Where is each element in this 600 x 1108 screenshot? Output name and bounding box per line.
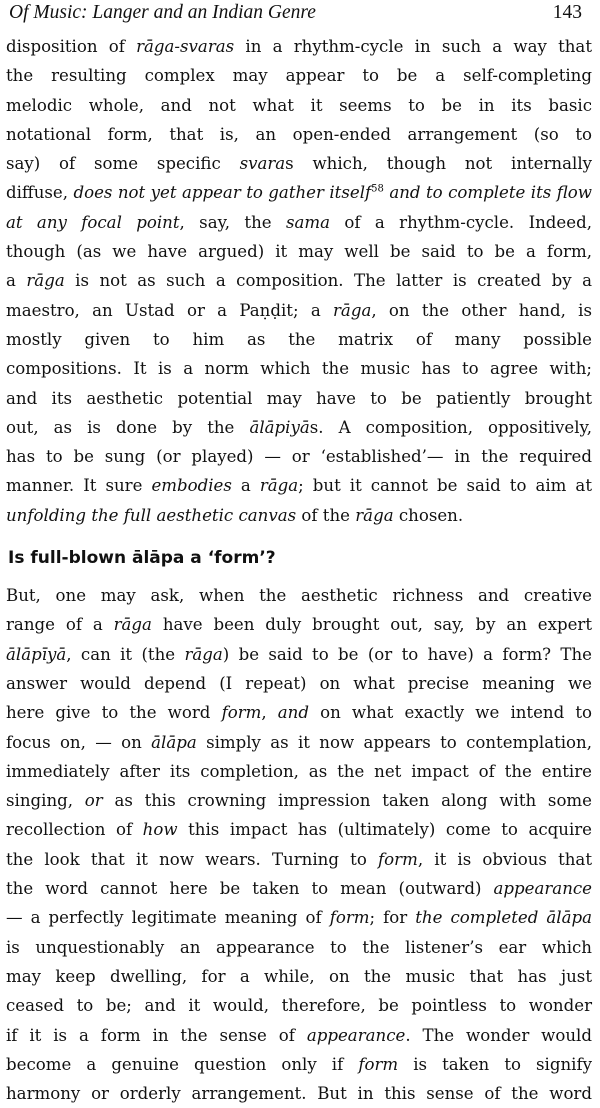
text-line [6,266,592,295]
text-line [6,120,592,149]
text-line [6,610,592,639]
text-segment: in a rhythm-cycle in such a way that [234,37,592,56]
paragraph-full-blown-alapa [6,581,592,1108]
text-segment: rāga [333,300,372,320]
text-segment: ; for [369,908,416,928]
text-segment: range of a [6,615,114,635]
text-line [6,501,592,530]
text-segment: of a rhythm-cycle. Indeed, [330,212,592,232]
text-segment: chosen. [393,505,464,525]
text-segment: s which, though not internally [285,154,592,174]
text-segment: ālāpiyā [249,417,310,437]
text-line [6,874,592,903]
text-segment: , say, the [179,212,286,232]
text-segment: manner. It sure [6,476,152,496]
text-segment: , can it (the [66,644,185,664]
text-segment: answer would depend (I repeat) on what precise meaning we [6,673,592,693]
text-segment: singing, [6,791,85,811]
text-segment: ālāpa [151,732,197,752]
text-segment: rāga [355,505,394,525]
text-segment: compositions. It is a norm which the music has to agree with; [6,359,592,379]
text-line [6,728,592,757]
text-segment: at any focal point [6,212,180,232]
text-segment: unfolding the full aesthetic canvas [6,505,297,525]
text-line [6,845,592,874]
text-segment: recollection of [6,820,143,840]
text-segment: , it is obvious that [417,849,592,869]
text-segment: ; but it cannot be said to aim at [298,476,592,496]
text-line [6,208,592,237]
text-segment: form [221,703,262,723]
text-line [6,1079,592,1108]
text-segment: and to complete its flow [383,183,592,203]
text-segment: a [6,271,27,291]
text-line [6,640,592,669]
text-segment: notational form, that is, an open-ended arrangement (so to [6,124,592,144]
text-segment: ālāpīyā [6,644,67,664]
text-segment: . The wonder would [405,1025,592,1045]
text-segment: may keep dwelling, for a while, on the music that has just [6,966,592,986]
text-segment: is not as such a composition. The latter is created by a [64,271,592,291]
text-line [6,581,592,610]
text-segment: rāga [113,615,152,635]
text-segment: rāga [26,271,65,291]
text-line [6,296,592,325]
text-segment: form [378,849,418,869]
text-line [6,149,592,178]
text-segment: say) of some specific [6,154,240,174]
text-line [6,32,592,61]
running-title: Of Music: Langer and an Indian Genre [9,2,316,23]
text-segment: though (as we have argued) it may well be said to be a form, [6,242,592,262]
text-segment: ceased to be; and it would, therefore, be pointless to wonder [6,996,592,1016]
text-segment: form [358,1054,399,1074]
text-segment: and its aesthetic potential may have to be patiently brought [6,388,592,408]
text-segment: the completed ālāpa [415,908,592,928]
text-line [6,325,592,354]
text-line [6,442,592,471]
text-segment: embodies [151,476,232,496]
text-line [6,991,592,1020]
text-line [6,1021,592,1050]
text-line [6,933,592,962]
text-segment: disposition of [6,37,137,56]
text-line [6,178,592,207]
text-line [6,786,592,815]
text-segment: and [277,703,309,723]
text-segment: or [84,791,103,811]
paragraph-disposition-of-raga-svaras [6,32,592,530]
text-segment: on what exactly we intend to [308,703,593,723]
text-segment: s. A composition, oppositively, [309,417,593,437]
text-segment: is unquestionably an appearance to the listener’s ear which [6,937,592,957]
text-segment: as this crowning impression taken along with some [102,791,592,811]
text-segment: simply as it now appears to contemplation, [196,732,593,752]
text-segment: if it is a form in the sense of [6,1025,307,1045]
text-segment: harmony or orderly arrangement. But in this sense of the word [6,1084,592,1104]
text-segment: form [329,908,370,928]
text-segment: rāga-svaras [136,37,235,56]
text-segment: rāga [184,644,223,664]
text-segment: maestro, an Ustad or a Paṇḍit; a [6,300,333,320]
text-segment: appearance [493,879,592,899]
text-line [6,698,592,727]
text-line [6,962,592,991]
text-line [6,757,592,786]
text-segment: a [231,476,260,496]
text-segment: ) be said to be (or to have) a form? The [222,644,592,664]
text-line [6,384,592,413]
text-segment: sama [285,212,330,232]
text-line [6,413,592,442]
page-number: 143 [552,2,582,23]
text-segment: But, one may ask, when the aesthetic richness and creative [6,586,592,606]
text-segment: become a genuine question only if [6,1054,359,1074]
running-head [6,0,592,30]
section-heading: Is full-blown ālāpa a ‘form’? [8,548,276,569]
footnote-marker[interactable]: 58 [371,183,384,195]
text-segment: of the [296,505,356,525]
text-segment: here give to the word [6,703,222,723]
text-segment: does not yet appear to gather itself [73,183,372,203]
text-segment: out, as is done by the [6,417,250,437]
text-segment: mostly given to him as the matrix of many possible [6,329,592,349]
text-segment: have been duly brought out, say, by an expert [151,615,593,635]
text-segment: , [261,703,278,723]
text-segment: the resulting complex may appear to be a self-completing [6,66,592,86]
text-segment: focus on, — on [6,732,152,752]
text-segment: melodic whole, and not what it seems to be in its basic [6,95,592,115]
text-segment: rāga [259,476,299,496]
text-line [6,815,592,844]
text-segment: immediately after its completion, as the net impact of the entire [6,761,592,781]
text-segment: has to be sung (or played) — or ‘established’— in the required [6,447,592,467]
text-line [6,669,592,698]
text-segment: this impact has (ultimately) come to acquire [177,820,593,840]
text-segment: is taken to signify [398,1054,592,1074]
text-segment: the word cannot here be taken to mean (outward) [6,879,494,899]
text-line [6,471,592,500]
text-segment: appearance [306,1025,406,1045]
text-line [6,61,592,90]
text-line [6,91,592,120]
text-segment: , on the other hand, is [371,300,592,320]
text-segment: svara [239,154,286,174]
text-line [6,354,592,383]
text-line [6,1050,592,1079]
text-segment: the look that it now wears. Turning to [6,849,378,869]
text-line [6,237,592,266]
text-line [6,903,592,932]
text-segment: how [142,820,178,840]
text-segment: — a perfectly legitimate meaning of [6,908,330,928]
text-segment: diffuse, [6,183,74,203]
